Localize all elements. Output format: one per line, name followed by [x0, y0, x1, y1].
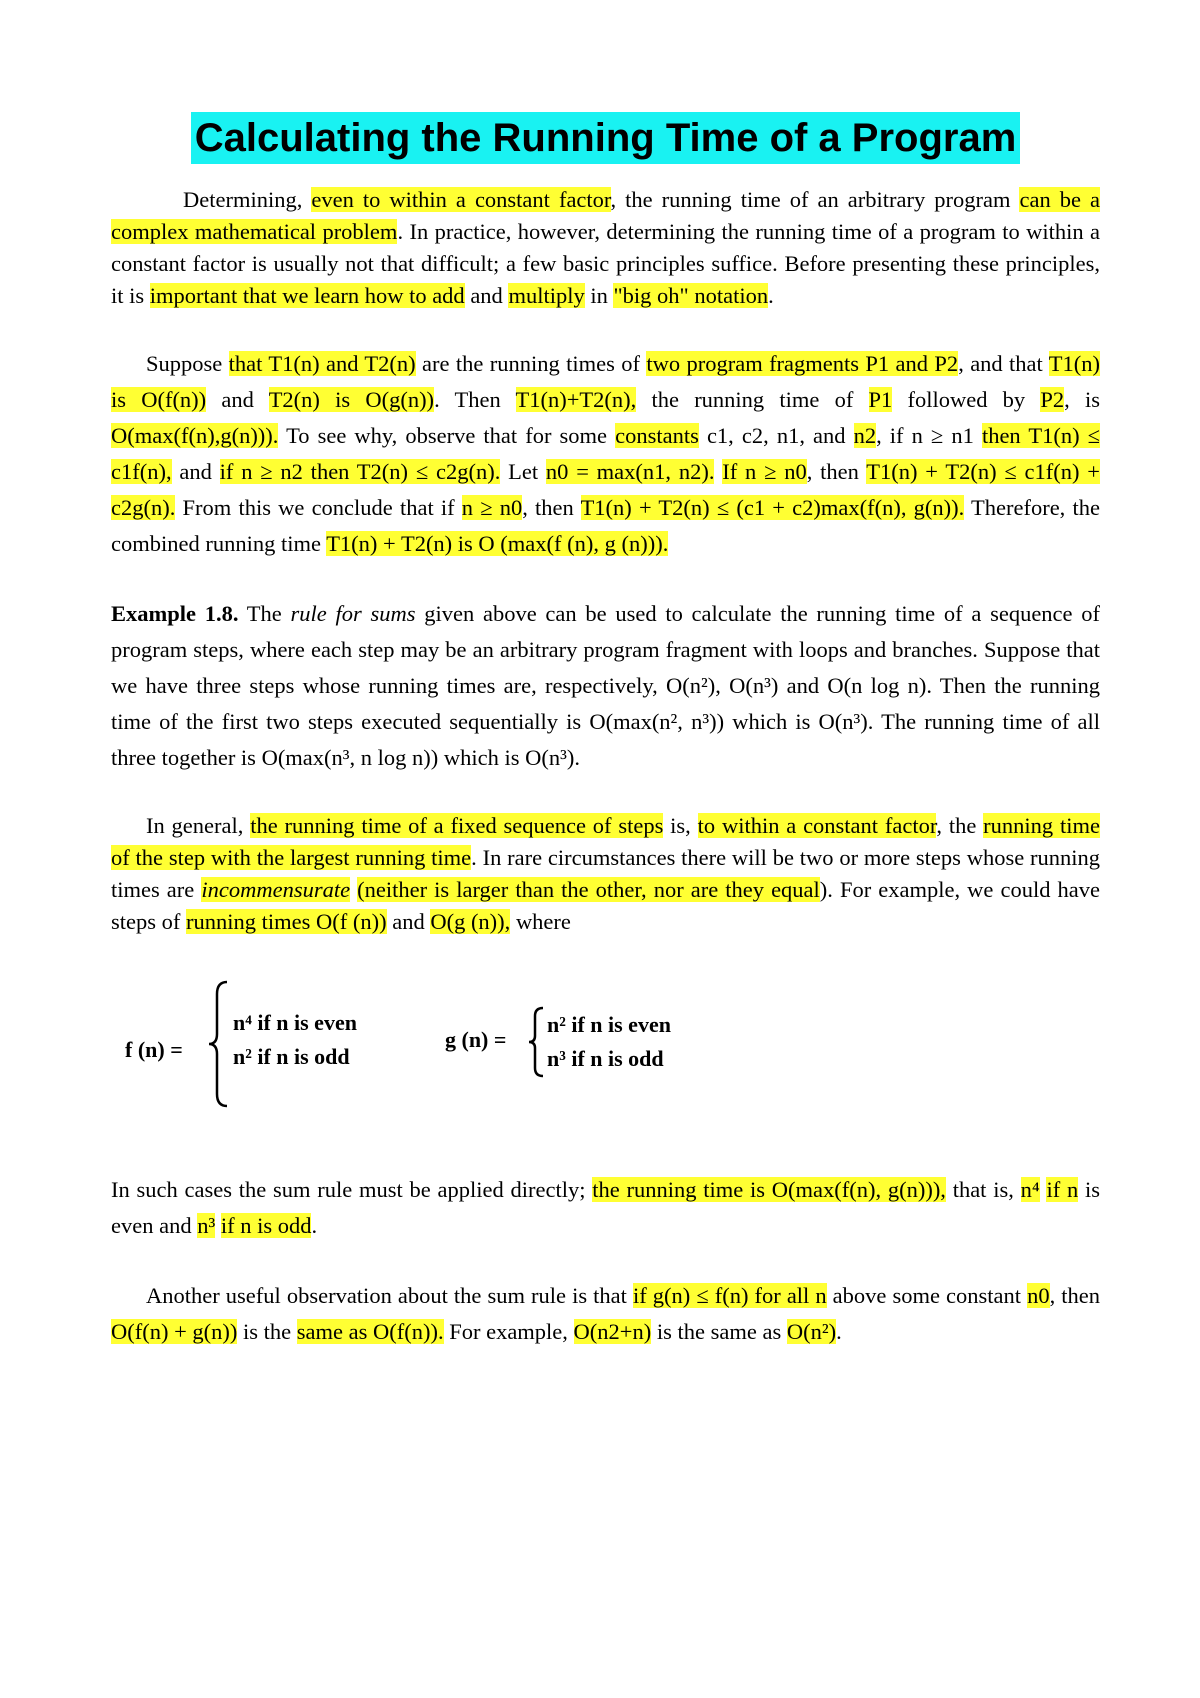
paragraph-observation	[111, 1278, 1100, 1350]
f-label: f (n) =	[125, 1037, 183, 1062]
g-case-odd: n³ if n is odd	[547, 1046, 664, 1071]
f-case-odd: n² if n is odd	[233, 1044, 350, 1069]
text	[215, 1213, 221, 1238]
text: .	[836, 1319, 842, 1344]
highlight: incommensurate	[201, 877, 351, 902]
text: Suppose	[146, 351, 229, 376]
highlight: even to within a constant factor	[311, 187, 611, 212]
text: is the same as	[651, 1319, 787, 1344]
text: above some constant	[826, 1283, 1028, 1308]
text: From this we conclude that if	[175, 495, 462, 520]
text: Therefore, the combined running time	[111, 495, 1100, 556]
f-case-even: n⁴ if n is even	[233, 1010, 357, 1035]
text: .	[311, 1213, 318, 1238]
example-label: Example 1.8.	[111, 601, 239, 626]
paragraph-sum-rule-direct	[111, 1172, 1100, 1244]
text: Let	[500, 459, 546, 484]
text: For example,	[443, 1319, 574, 1344]
highlight: important that we learn how to add	[149, 283, 465, 308]
text: and	[206, 387, 269, 412]
emphasis: rule for sums	[290, 601, 416, 626]
highlight: T1(n) + T2(n) ≤ c1f(n) + c2g(n).	[111, 459, 1100, 520]
text: In such cases the sum rule must be applied directly;	[111, 1177, 593, 1202]
text: , then	[806, 459, 867, 484]
text: , the	[936, 813, 984, 838]
highlight: O(max(f(n),g(n))).	[111, 423, 279, 448]
highlight: T2(n) is O(g(n))	[268, 387, 435, 412]
text: , then	[522, 495, 581, 520]
highlight: if g(n) ≤ f(n) for all n	[632, 1283, 827, 1308]
text: , the running time of an arbitrary program	[610, 187, 1020, 212]
text: is even and	[111, 1177, 1101, 1238]
highlight: (neither is larger than the other, nor are they equal	[357, 877, 820, 902]
text: c1, c2, n1, and	[698, 423, 854, 448]
highlight: If n ≥ n0	[722, 459, 807, 484]
text: followed by	[892, 387, 1041, 412]
highlight: n ≥ n0	[461, 495, 523, 520]
highlight: if n is odd	[220, 1213, 312, 1238]
text: , if n ≥ n1	[876, 423, 982, 448]
highlight: can be a complex mathematical problem	[111, 187, 1100, 244]
g-label: g (n) =	[445, 1027, 507, 1052]
highlight: P2	[1040, 387, 1065, 412]
highlight: that T1(n) and T2(n)	[228, 351, 416, 376]
text: the running time of	[636, 387, 869, 412]
highlight: "big oh" notation	[613, 283, 769, 308]
text: ). For example, we could have steps of	[111, 877, 1100, 934]
highlight: n0	[1027, 1283, 1050, 1308]
text: In general,	[146, 813, 251, 838]
highlight: T1(n) is O(f(n))	[111, 351, 1100, 412]
highlight: the running time is O(max(f(n), g(n))),	[592, 1177, 946, 1202]
text: . In rare circumstances there will be two or more steps whose running times are	[111, 845, 1100, 902]
highlight: O(g (n)),	[430, 909, 511, 934]
highlight: then T1(n) ≤ c1f(n),	[111, 423, 1100, 484]
highlight: to within a constant factor	[697, 813, 937, 838]
paragraph-example	[111, 596, 1100, 776]
title-wrap	[111, 112, 1100, 164]
highlight: multiply	[508, 283, 585, 308]
text: and	[171, 459, 220, 484]
g-cases	[547, 1008, 671, 1076]
text: is the	[237, 1319, 297, 1344]
highlight: same as O(f(n)).	[296, 1319, 444, 1344]
highlight: P1	[868, 387, 893, 412]
highlight: running times O(f (n))	[186, 909, 387, 934]
text: are the running times of	[415, 351, 647, 376]
text: where	[510, 909, 571, 934]
highlight: running time of the step with the largest running time	[111, 813, 1100, 870]
text: is,	[663, 813, 698, 838]
text: . Then	[434, 387, 516, 412]
highlight: T1(n)+T2(n),	[515, 387, 637, 412]
highlight: O(f(n) + g(n))	[111, 1319, 238, 1344]
highlight: n³	[197, 1213, 216, 1238]
text: that is,	[945, 1177, 1021, 1202]
highlight: T1(n) + T2(n) ≤ (c1 + c2)max(f(n), g(n)).	[580, 495, 965, 520]
paragraph-sum-rule	[111, 346, 1100, 562]
text: .	[768, 283, 774, 308]
text: in	[584, 283, 614, 308]
highlight: n⁴	[1020, 1177, 1040, 1202]
text: To see why, observe that for some	[278, 423, 616, 448]
text: The	[238, 601, 291, 626]
text: Another useful observation about the sum rule is that	[146, 1283, 633, 1308]
highlight: T1(n) + T2(n) is O (max(f (n), g (n))).	[326, 531, 669, 556]
g-case-even: n² if n is even	[547, 1012, 671, 1037]
highlight: O(n2+n)	[573, 1319, 652, 1344]
text: , is	[1064, 387, 1100, 412]
paragraph-general	[111, 810, 1100, 938]
text: Determining,	[183, 187, 312, 212]
text: . In practice, however, determining the running time of a program to within a constant factor is usually not that difficult; a few basic principles suffice. Before presenting these principles, it is	[111, 219, 1100, 308]
highlight: if n	[1046, 1177, 1079, 1202]
highlight: n0 = max(n1, n2).	[545, 459, 715, 484]
paragraph-intro	[111, 184, 1100, 312]
highlight: the running time of a fixed sequence of steps	[250, 813, 664, 838]
highlight: if n ≥ n2 then T2(n) ≤ c2g(n).	[219, 459, 501, 484]
text: given above can be used to calculate the running time of a sequence of program steps, where each step may be an arbitrary program fragment with loops and branches. Suppose that we have three steps whose running times are, respectively, O(n²), O(n³) and O(n log n). Then the running time of the first two steps executed sequentially is O(max(n², n³)) which is O(n³). The running time of all three together is O(max(n³, n log n)) which is O(n³).	[111, 601, 1100, 770]
highlight: n2	[853, 423, 877, 448]
text: , and that	[958, 351, 1049, 376]
text: and	[386, 909, 431, 934]
highlight: O(n²)	[786, 1319, 837, 1344]
brace-g-icon	[527, 1006, 545, 1078]
brace-f-icon	[207, 980, 229, 1108]
f-cases	[233, 1006, 357, 1074]
highlight: constants	[615, 423, 699, 448]
page-title: Calculating the Running Time of a Program	[191, 112, 1021, 164]
piecewise-formula	[111, 972, 1100, 1142]
highlight: two program fragments P1 and P2	[646, 351, 959, 376]
text: and	[464, 283, 509, 308]
text: , then	[1049, 1283, 1101, 1308]
